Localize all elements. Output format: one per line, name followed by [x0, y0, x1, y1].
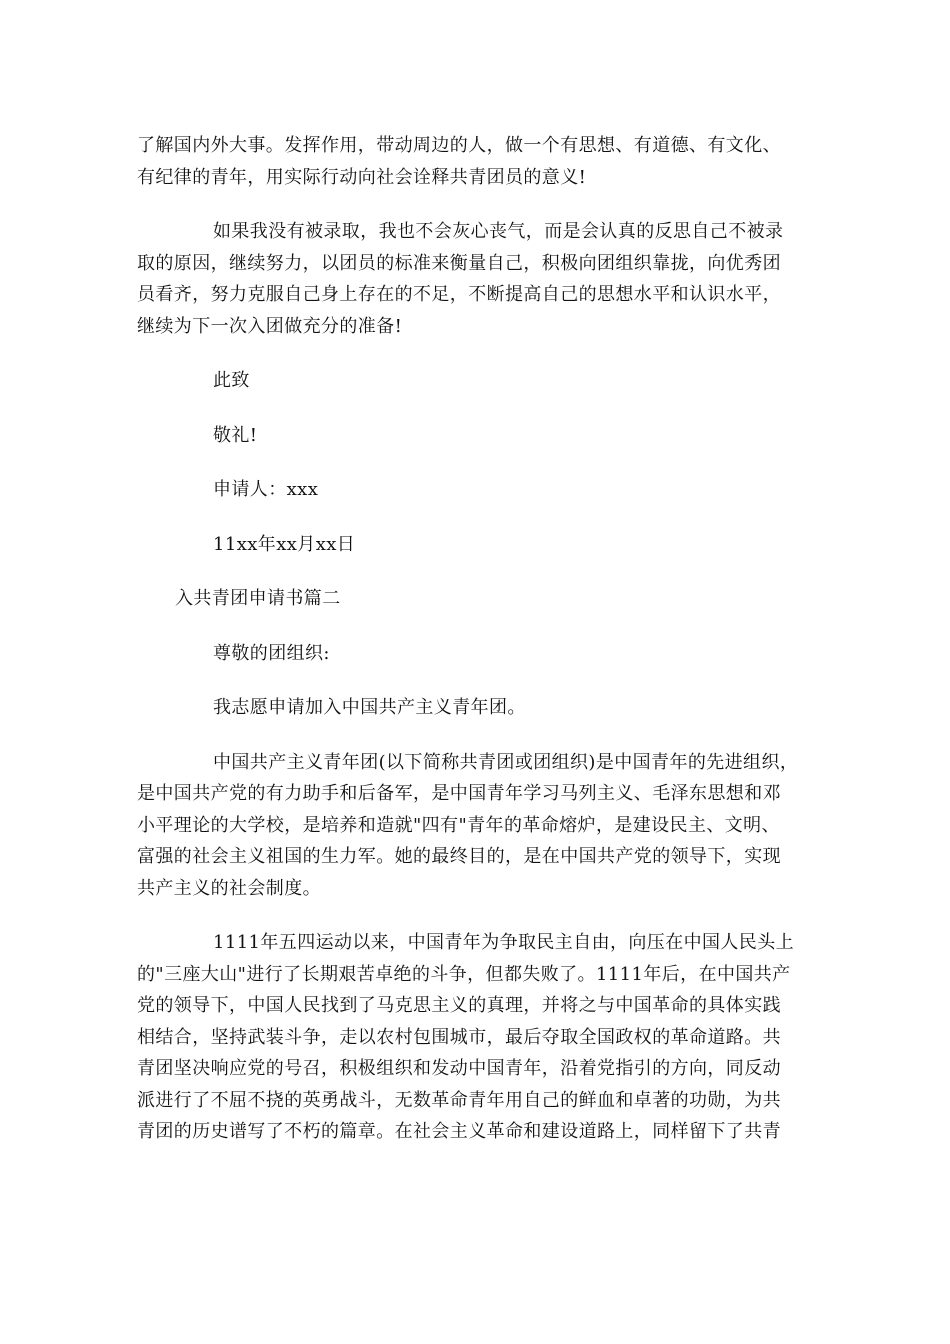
closing-respect: 敬礼!	[213, 424, 258, 446]
text-line: 取的原因，继续努力，以团员的标准来衡量自己，积极向团组织靠拢，向优秀团	[137, 252, 781, 274]
text-line: 了解国内外大事。发挥作用，带动周边的人，做一个有思想、有道德、有文化、	[137, 135, 781, 156]
document-body	[137, 130, 813, 1171]
text-line: 是中国共产党的有力助手和后备军，是中国青年学习马列主义、毛泽东思想和邓	[137, 783, 781, 804]
text-line: 青团坚决响应党的号召，积极组织和发动中国青年，沿着党指引的方向，同反动	[137, 1058, 781, 1079]
text-line: 1111年五四运动以来，中国青年为争取民主自由，向压在中国人民头上	[213, 932, 795, 953]
section-title: 入共青团申请书篇二	[175, 588, 341, 609]
intent-sentence: 我志愿申请加入中国共产主义青年团。	[213, 697, 526, 718]
text-line: 共产主义的社会制度。	[137, 877, 321, 899]
text-line: 小平理论的大学校，是培养和造就"四有"青年的革命熔炉，是建设民主、文明、	[137, 814, 780, 836]
text-line: 中国共产主义青年团(以下简称共青团或团组织)是中国青年的先进组织，	[213, 751, 799, 773]
paragraph-history	[137, 927, 813, 1148]
paragraph-league-intro	[137, 747, 813, 905]
text-line: 有纪律的青年，用实际行动向社会诠释共青团员的意义!	[137, 166, 587, 188]
paragraph-not-admitted	[137, 216, 813, 342]
text-line: 富强的社会主义祖国的生力军。她的最终目的，是在中国共产党的领导下，实现	[137, 846, 781, 867]
text-line: 继续为下一次入团做充分的准备!	[137, 315, 403, 337]
greeting: 尊敬的团组织:	[213, 642, 330, 664]
text-line: 相结合，坚持武装斗争，走以农村包围城市，最后夺取全国政权的革命道路。共	[137, 1026, 781, 1048]
paragraph-continuation	[137, 130, 813, 193]
text-line: 如果我没有被录取，我也不会灰心丧气，而是会认真的反思自己不被录	[213, 221, 784, 242]
text-line: 党的领导下，中国人民找到了马克思主义的真理，并将之与中国革命的具体实践	[137, 995, 781, 1016]
text-line: 派进行了不屈不挠的英勇战斗，无数革命青年用自己的鲜血和卓著的功勋，为共	[137, 1089, 781, 1111]
text-line: 的"三座大山"进行了长期艰苦卓绝的斗争，但都失败了。1111年后，在中国共产	[137, 963, 791, 985]
applicant-signature: 申请人：xxx	[213, 479, 319, 500]
application-date: 11xx年xx月xx日	[213, 533, 356, 555]
text-line: 员看齐，努力克服自己身上存在的不足，不断提高自己的思想水平和认识水平，	[137, 284, 781, 305]
text-line: 青团的历史谱写了不朽的篇章。在社会主义革命和建设道路上，同样留下了共青	[137, 1121, 781, 1142]
closing-salutation: 此致	[213, 370, 250, 391]
